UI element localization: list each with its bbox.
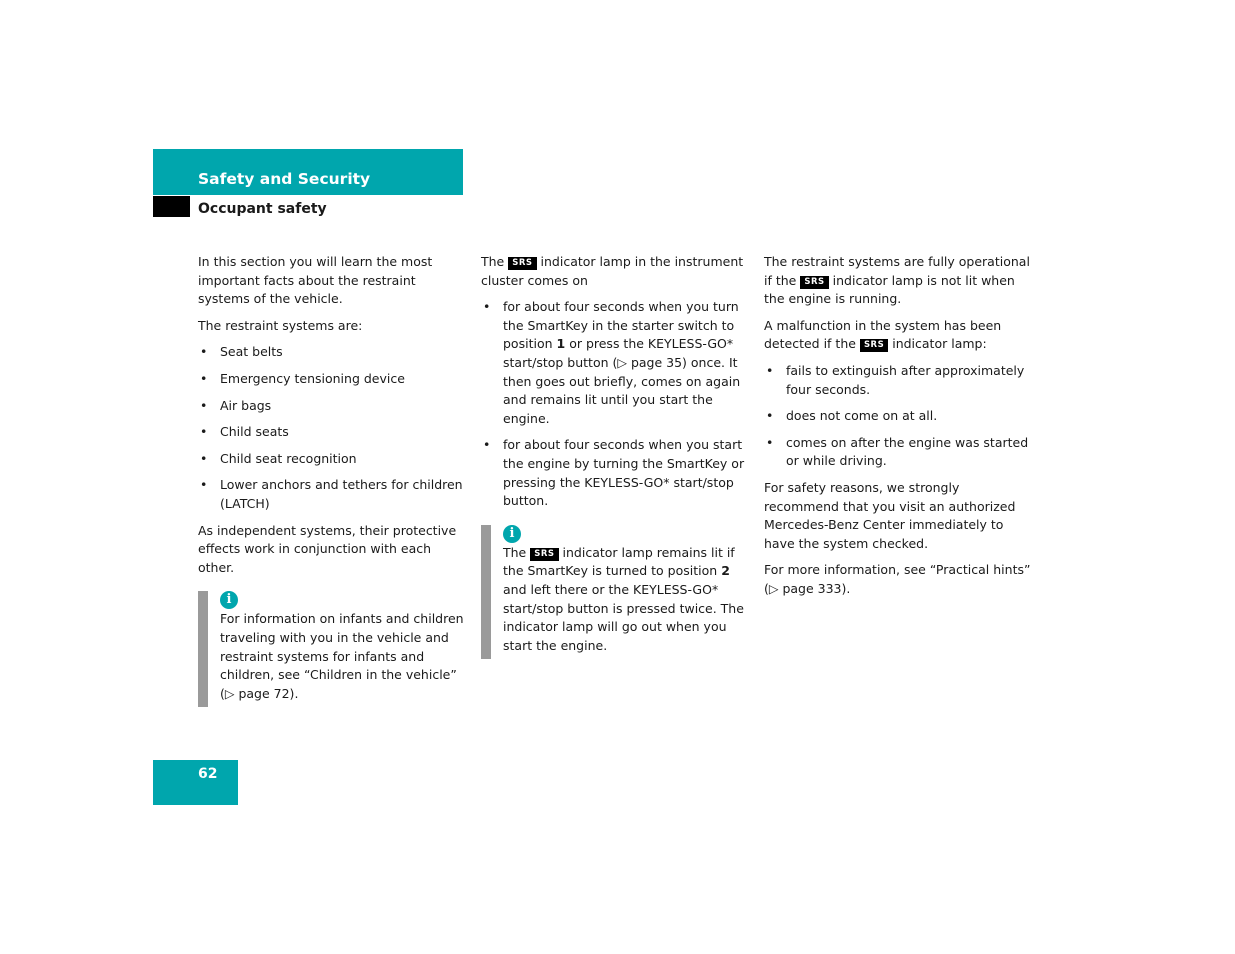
malfunction-paragraph: A malfunction in the system has been detected if the SRS indicator lamp:: [764, 317, 1002, 352]
srs-indicator-icon: SRS: [530, 548, 558, 561]
info-note: [481, 525, 747, 660]
list-item: • Emergency tensioning device: [200, 370, 405, 386]
list-item: • Seat belts: [200, 344, 283, 360]
independent-paragraph: As independent systems, their protective effects work in conjunction with each other.: [198, 522, 457, 575]
malfunction-list: [764, 362, 1032, 471]
list-item: • Child seats: [200, 424, 289, 440]
note-bar: [198, 591, 208, 707]
list-item: • Child seat recognition: [200, 450, 357, 466]
section-title: Safety and Security: [198, 170, 371, 188]
more-info-paragraph: For more information, see “Practical hints” (▷ page 333).: [764, 562, 1031, 596]
subsection-marker: [153, 196, 190, 217]
srs-indicator-icon: SRS: [860, 339, 888, 352]
operational-paragraph: The restraint systems are fully operational if the SRS indicator lamp is not lit when the engine is running.: [764, 254, 1030, 307]
column-3: [764, 253, 1032, 607]
page-number: 62: [198, 766, 218, 782]
note-text: The SRS indicator lamp remains lit if the SmartKey is turned to position 2 and left there or the KEYLESS-GO* start/stop button is pressed twice. The indicator lamp will go out when you start the engine.: [503, 544, 744, 653]
list-item: • for about four seconds when you start the engine by turning the SmartKey or pressing the KEYLESS-GO* start/stop button.: [483, 437, 745, 509]
page-number-box: [153, 760, 238, 805]
lamp-paragraph: The SRS indicator lamp in the instrument cluster comes on: [481, 254, 744, 288]
srs-indicator-icon: SRS: [800, 276, 828, 289]
intro-paragraph: In this section you will learn the most important facts about the restraint systems of the vehicle.: [198, 254, 433, 307]
list-item: • for about four seconds when you turn the SmartKey in the starter switch to position 1 or press the KEYLESS-GO* start/stop button (▷ page 35) once. It then goes out briefly, comes on again and remains lit until you start the engine.: [483, 299, 741, 426]
list-item: • Air bags: [200, 397, 272, 413]
note-text: For information on infants and children traveling with you in the vehicle and restraint systems for infants and children, see “Children in the vehicle” (▷ page 72).: [220, 611, 464, 701]
list-item: • fails to extinguish after approximately four seconds.: [766, 362, 1025, 397]
info-note: [198, 591, 468, 707]
lamp-conditions-list: [481, 298, 747, 511]
subsection-title: Occupant safety: [198, 201, 327, 217]
list-item: • comes on after the engine was started or while driving.: [766, 434, 1029, 469]
safety-paragraph: For safety reasons, we strongly recommend that you visit an authorized Mercedes-Benz Center immediately to have the system checked.: [764, 479, 1016, 551]
note-bar: [481, 525, 491, 660]
list-item: • does not come on at all.: [766, 408, 938, 424]
column-2: [481, 253, 747, 659]
info-icon: i: [503, 525, 521, 543]
restraint-systems-list: [198, 343, 468, 513]
list-item: • Lower anchors and tethers for children (LATCH): [200, 477, 463, 511]
info-icon: i: [220, 591, 238, 609]
list-intro: The restraint systems are:: [198, 317, 363, 333]
column-1: [198, 253, 468, 707]
srs-indicator-icon: SRS: [508, 257, 536, 270]
